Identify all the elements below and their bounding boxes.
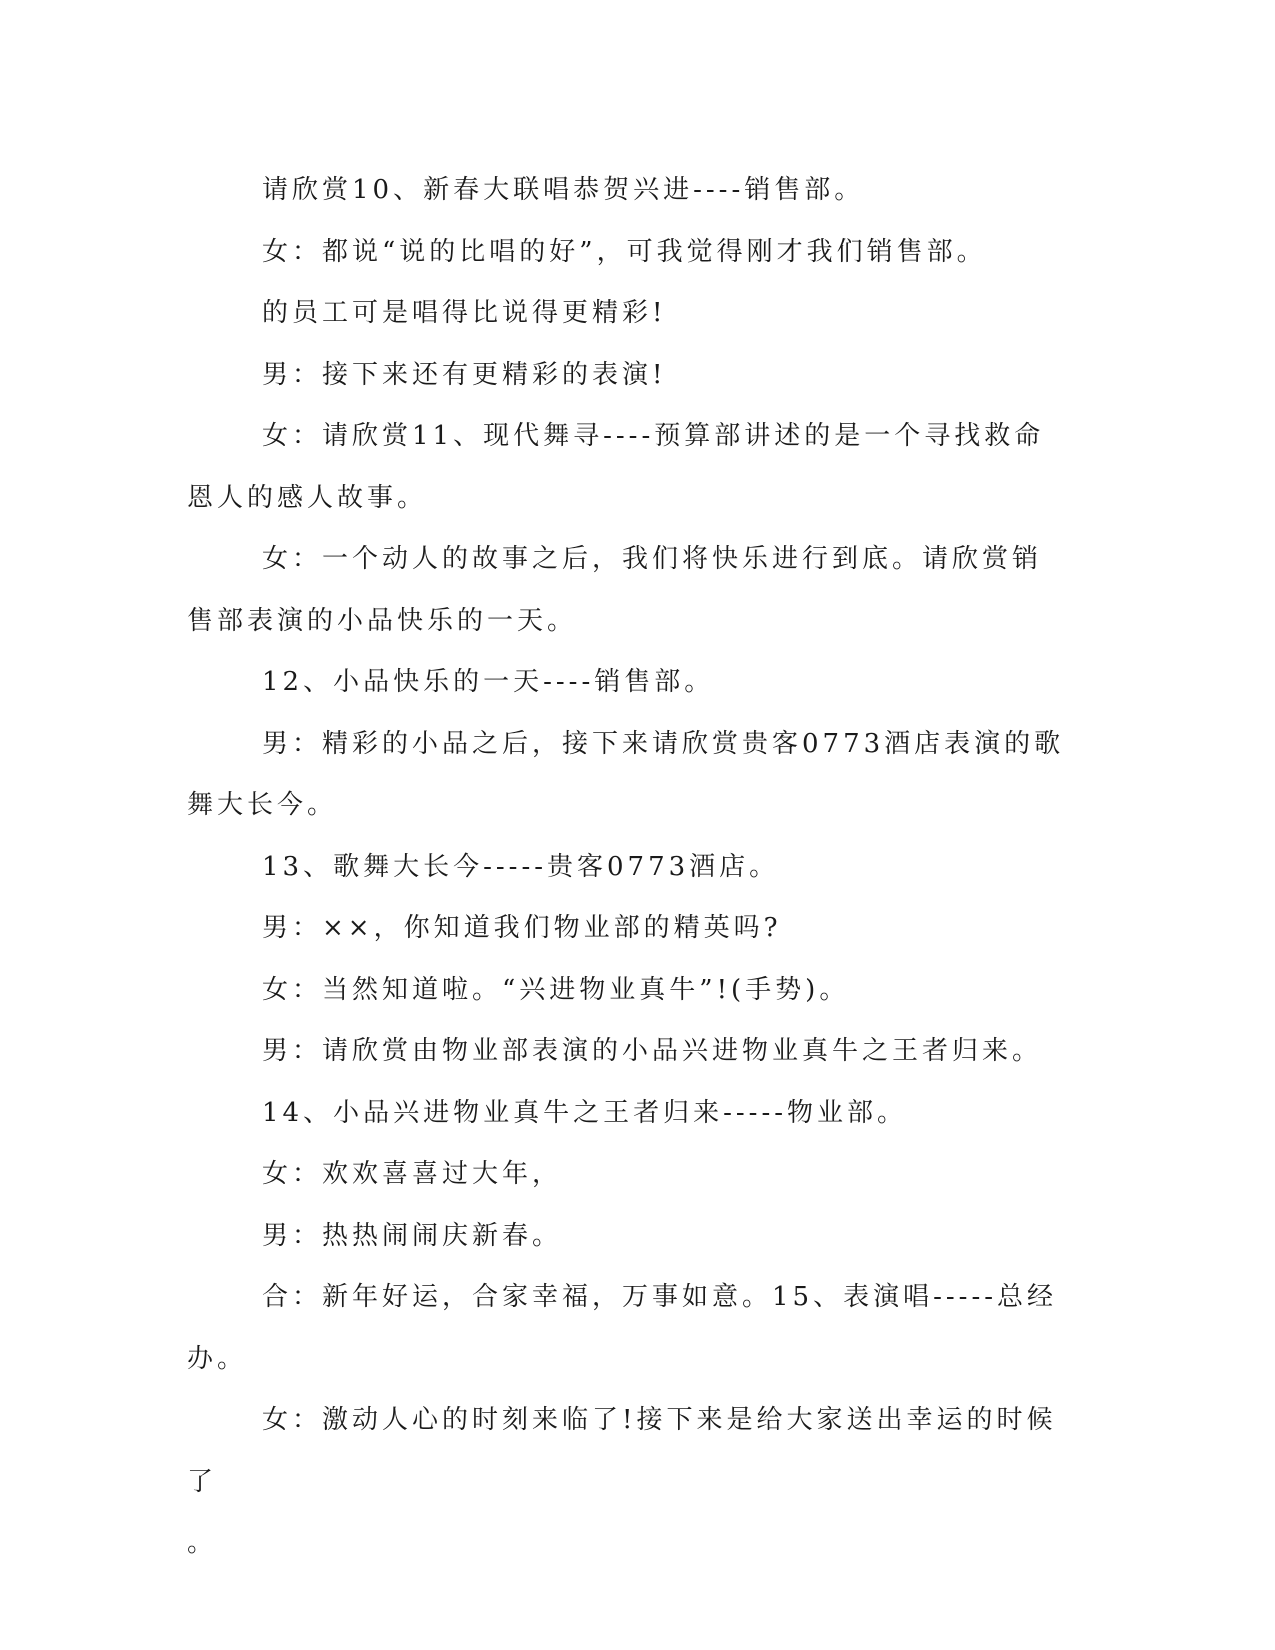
paragraph: 男：热热闹闹庆新春。 xyxy=(262,1220,563,1251)
paragraph: 男：接下来还有更精彩的表演! xyxy=(262,359,667,390)
paragraph: 请欣赏10、新春大联唱恭贺兴进----销售部。 xyxy=(262,175,865,205)
paragraph: 。 xyxy=(187,1528,218,1558)
paragraph: 12、小品快乐的一天----销售部。 xyxy=(262,667,715,697)
paragraph: 女：都说“说的比唱的好”，可我觉得刚才我们销售部。 xyxy=(262,236,987,267)
paragraph: 合：新年好运，合家幸福，万事如意。15、表演唱-----总经办。 xyxy=(187,1282,1058,1374)
paragraph: 女：当然知道啦。“兴进物业真牛”!(手势)。 xyxy=(262,974,850,1005)
paragraph: 的员工可是唱得比说得更精彩! xyxy=(262,298,667,328)
body-text xyxy=(187,160,1067,1575)
paragraph: 女：激动人心的时刻来临了!接下来是给大家送出幸运的时候了 xyxy=(187,1405,1057,1497)
paragraph: 13、歌舞大长今-----贵客0773酒店。 xyxy=(262,851,780,882)
paragraph: 男：精彩的小品之后，接下来请欣赏贵客0773酒店表演的歌舞大长今。 xyxy=(187,728,1065,820)
paragraph: 女：欢欢喜喜过大年， xyxy=(262,1159,563,1189)
paragraph: 男：请欣赏由物业部表演的小品兴进物业真牛之王者归来。 xyxy=(262,1036,1043,1066)
paragraph: 女：请欣赏11、现代舞寻----预算部讲述的是一个寻找救命恩人的感人故事。 xyxy=(187,421,1045,513)
paragraph: 14、小品兴进物业真牛之王者归来-----物业部。 xyxy=(262,1097,908,1128)
paragraph: 男：××，你知道我们物业部的精英吗? xyxy=(262,913,782,943)
paragraph: 女：一个动人的故事之后，我们将快乐进行到底。请欣赏销售部表演的小品快乐的一天。 xyxy=(187,544,1043,636)
